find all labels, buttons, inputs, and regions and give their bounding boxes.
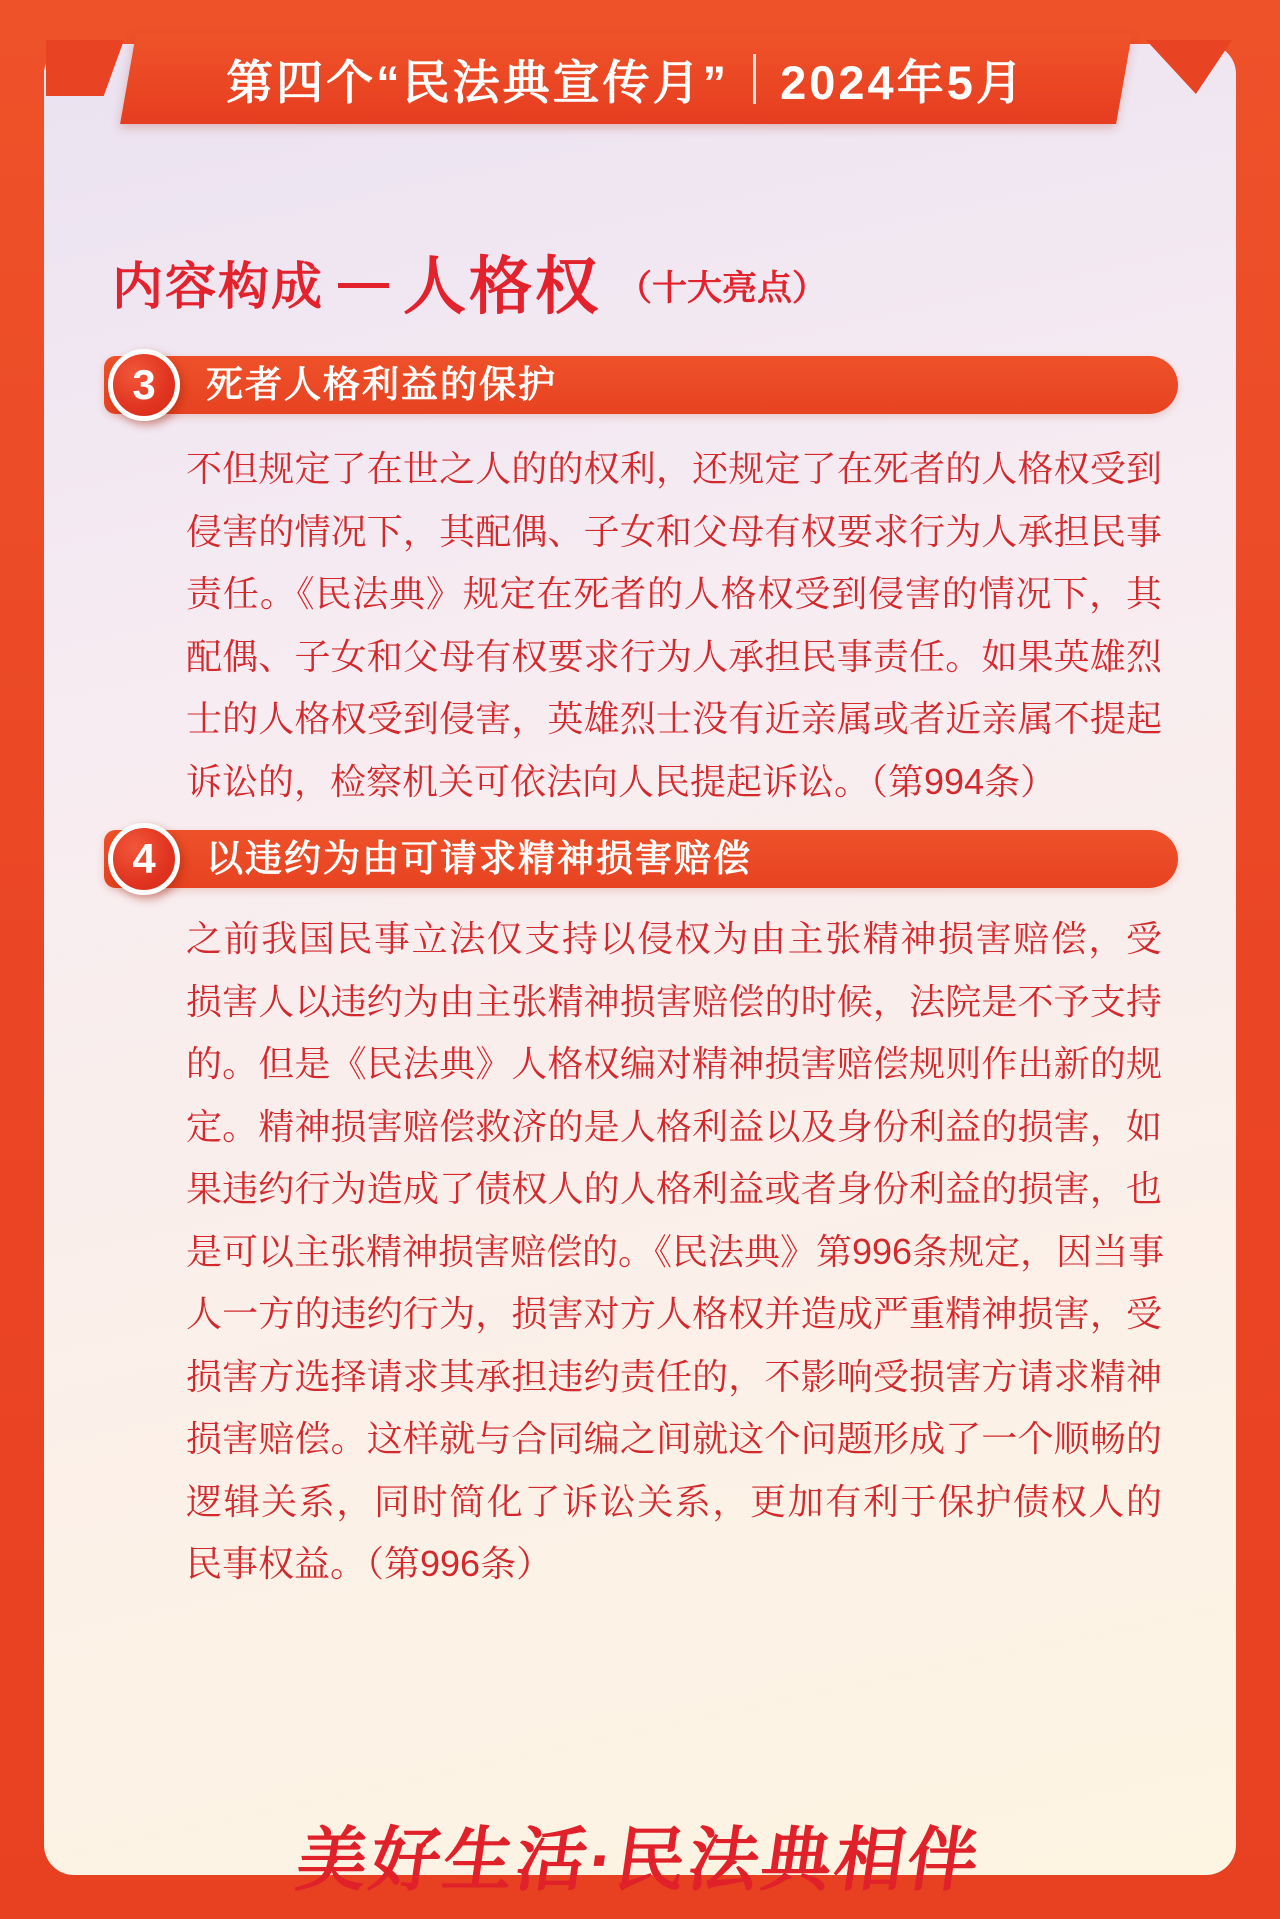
body-line: 逻辑关系，同时简化了诉讼关系，更加有利于保护债权人的 <box>186 1480 1162 1522</box>
section-4-number-badge <box>108 823 180 895</box>
body-line: 是可以主张精神损害赔偿的。《民法典》第996条规定，因当事 <box>186 1230 1165 1272</box>
section-3-number-badge <box>108 349 180 421</box>
section-4-heading: 以违约为由可请求精神损害赔偿 <box>206 838 752 879</box>
body-line: 不但规定了在世之人的的权利，还规定了在死者的人格权受到 <box>186 448 1162 489</box>
section-3-number: 3 <box>132 361 156 408</box>
section-4-banner <box>104 830 1178 888</box>
body-line: 定。精神损害赔偿救济的是人格利益以及身份利益的损害，如 <box>186 1105 1162 1147</box>
header-title <box>128 34 1124 124</box>
header-title-left: 第四个“民法典宣传月” <box>226 55 730 109</box>
body-line: 损害方选择请求其承担违约责任的，不影响受损害方请求精神 <box>186 1355 1162 1397</box>
footer-slogan: 美好生活·民法典相伴 <box>292 1821 987 1899</box>
page-title <box>112 236 827 327</box>
page-title-main: 人格权 <box>403 252 602 322</box>
title-dash: — <box>338 253 390 310</box>
body-line: 人一方的违约行为，损害对方人格权并造成严重精神损害，受 <box>186 1293 1162 1334</box>
body-line: 的。但是《民法典》人格权编对精神损害赔偿规则作出新的规 <box>186 1043 1162 1084</box>
body-line: 民事权益。（第996条） <box>186 1543 553 1584</box>
body-line: 损害人以违约为由主张精神损害赔偿的时候，法院是不予支持 <box>186 980 1162 1022</box>
header-ribbon <box>120 34 1132 124</box>
body-line: 损害赔偿。这样就与合同编之间就这个问题形成了一个顺畅的 <box>186 1418 1162 1459</box>
body-line: 诉讼的，检察机关可依法向人民提起诉讼。（第994条） <box>186 760 1057 802</box>
section-3-heading: 死者人格利益的保护 <box>206 364 557 405</box>
section-3-banner <box>104 356 1178 414</box>
section-4-body <box>186 908 1165 1596</box>
body-line: 之前我国民事立法仅支持以侵权为由主张精神损害赔偿，受 <box>186 918 1162 959</box>
body-line: 配偶、子女和父母有权要求行为人承担民事责任。如果英雄烈 <box>186 635 1162 677</box>
section-3-body <box>186 438 1162 813</box>
body-line: 责任。《民法典》规定在死者的人格权受到侵害的情况下，其 <box>186 573 1162 614</box>
page-title-prefix: 内容构成 <box>112 257 325 315</box>
body-line: 士的人格权受到侵害，英雄烈士没有近亲属或者近亲属不提起 <box>186 698 1162 739</box>
body-line: 侵害的情况下，其配偶、子女和父母有权要求行为人承担民事 <box>186 510 1162 552</box>
body-line: 果违约行为造成了债权人的人格利益或者身份利益的损害，也 <box>186 1168 1162 1209</box>
header-divider <box>753 54 756 104</box>
page-title-suffix: （十大亮点） <box>617 268 828 308</box>
section-4-number: 4 <box>132 835 156 882</box>
header-title-right: 2024年5月 <box>780 55 1026 109</box>
